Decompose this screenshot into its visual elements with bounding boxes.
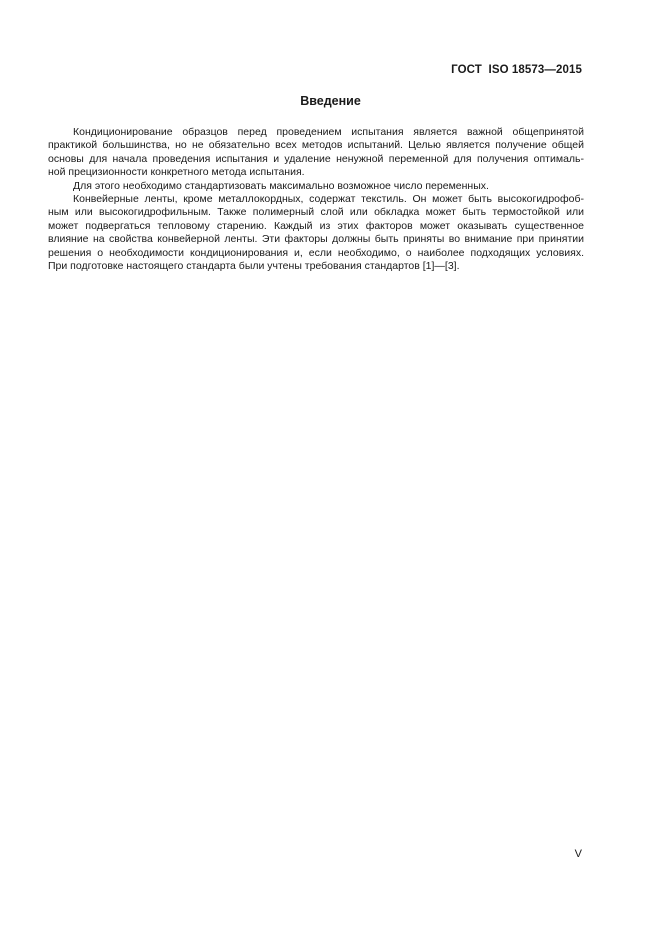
paragraph-3-line-2: ным или высокогидрофильным. Также полимерный слой или обкладка может быть термостойкой или [48, 206, 584, 219]
body-text [48, 126, 584, 273]
paragraph-1-line-1: Кондиционирование образцов перед проведением испытания является важной общепринятой [73, 126, 584, 138]
page-number: V [574, 848, 582, 860]
paragraph-3-line-4: влияние на свойства конвейерной ленты. Эти факторы должны быть приняты во внимание при принятии [48, 233, 584, 246]
paragraph-3-line-3: может подвергаться тепловому старению. Каждый из этих факторов может оказывать существенное [48, 219, 584, 232]
paragraph-1-line-3: основы для начала проведения испытания и удаление ненужной переменной для получения оптималь- [48, 152, 584, 165]
paragraph-1-line-2: практикой большинства, но не обязательно всех методов испытаний. Целью является получение общей [48, 139, 584, 152]
paragraph-1-line-4: ной прецизионности конкретного метода испытания. [48, 166, 305, 179]
paragraph-3-line-6: При подготовке настоящего стандарта были учтены требования стандартов [1]—[3]. [48, 260, 460, 273]
standard-header: ГОСТ ISO 18573—2015 [451, 64, 582, 76]
paragraph-3-line-5: решения о необходимости кондиционирования и, если необходимо, о наиболее подходящих условиях. [48, 246, 584, 259]
section-title: Введение [300, 94, 361, 108]
paragraph-3-line-1: Конвейерные ленты, кроме металлокордных, содержат текстиль. Он может быть высокогидрофоб- [73, 193, 584, 206]
paragraph-2-line-1: Для этого необходимо стандартизовать максимально возможное число переменных. [73, 179, 489, 192]
